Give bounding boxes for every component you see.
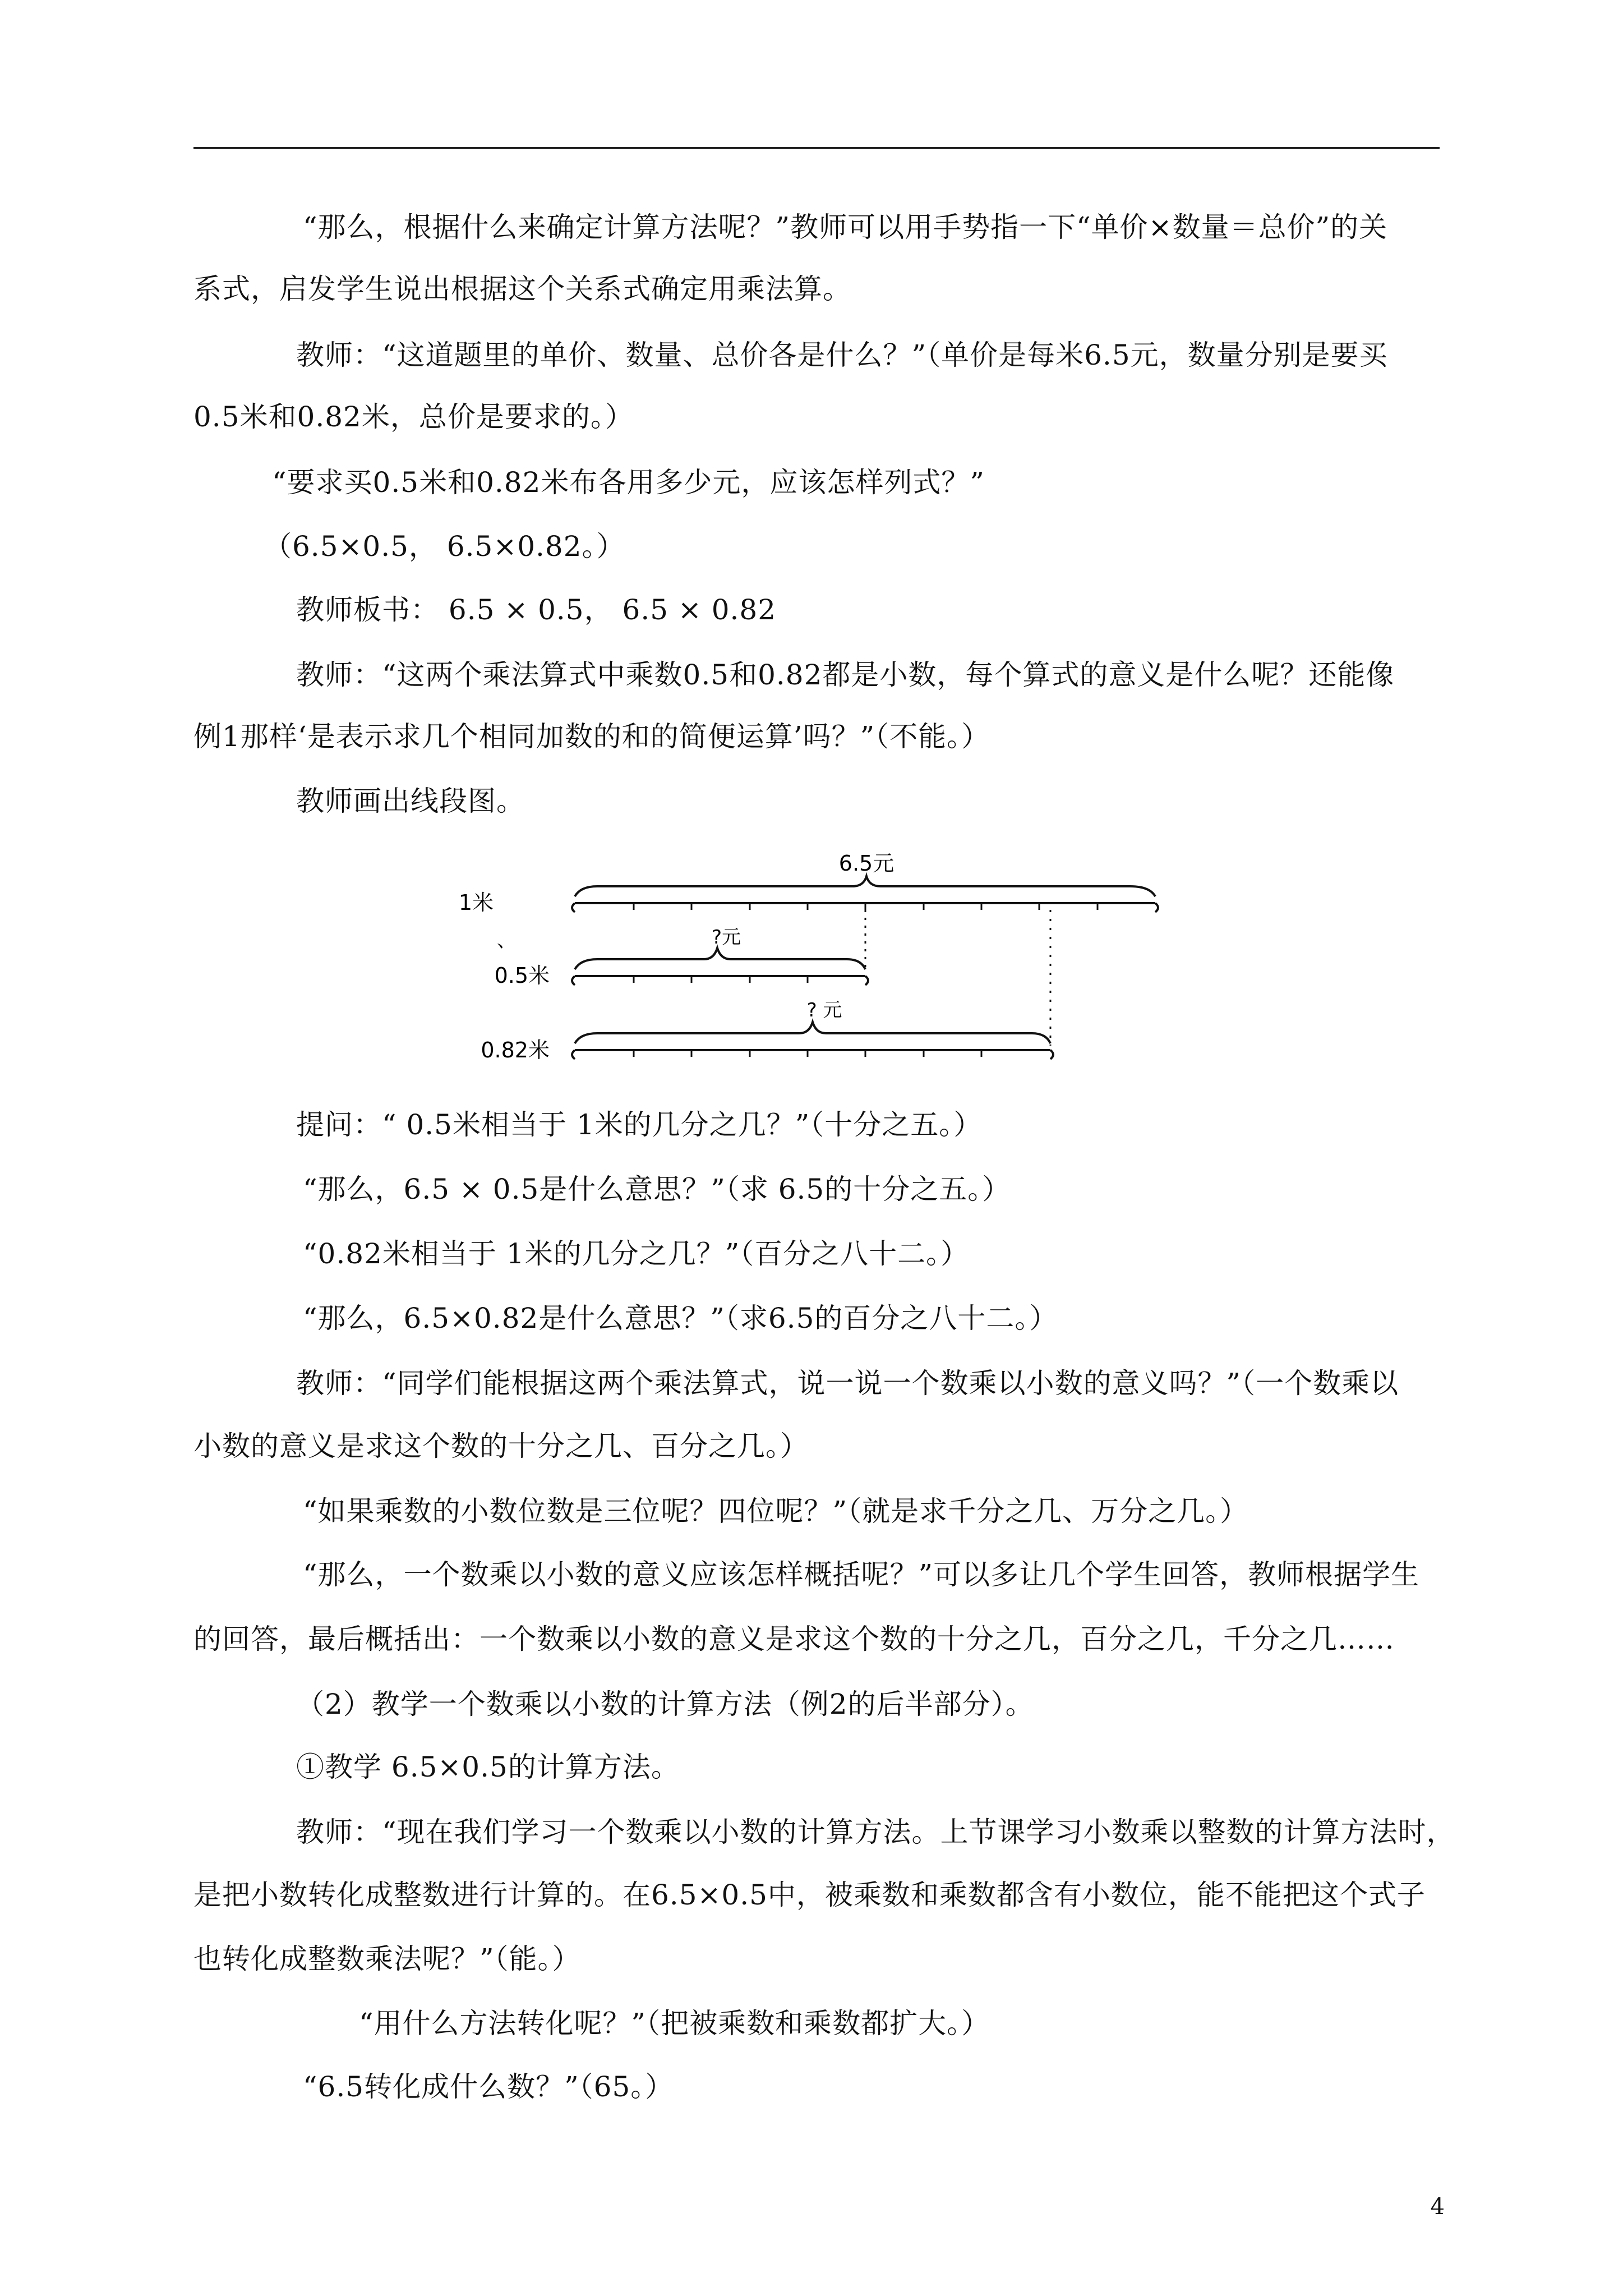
paragraph-line: “如果乘数的小数位数是三位呢？四位呢？”（就是求千分之几、万分之几。） (303, 1495, 1249, 1527)
paragraph-line: （6.5×0.5， 6.5×0.82。） (264, 530, 625, 563)
row-label-0-82m: 0.82米 (481, 1038, 550, 1062)
brace-label-part: ? 元 (806, 999, 842, 1022)
paragraph-line: 教师：“同学们能根据这两个乘法算式，说一说一个数乘以小数的意义吗？”（一个数乘以 (296, 1367, 1399, 1400)
paragraph-line: 例1那样‘是表示求几个相同加数的和的简便运算’吗？”（不能。） (193, 720, 990, 753)
header-rule (193, 147, 1440, 149)
paragraph-line: 也转化成整数乘法呢？”（能。） (193, 1943, 581, 1975)
paragraph-line: “那么，6.5×0.82是什么意思？”（求6.5的百分之八十二。） (303, 1302, 1058, 1335)
row-label-1m: 1米 (458, 890, 494, 915)
paragraph-line: 教师：“这两个乘法算式中乘数0.5和0.82都是小数，每个算式的意义是什么呢？还能像 (296, 659, 1395, 691)
paragraph-line: 教师画出线段图。 (296, 785, 525, 817)
page-number: 4 (1430, 2194, 1445, 2220)
paragraph-line: “0.82米相当于 1米的几分之几？”（百分之八十二。） (303, 1237, 970, 1270)
paragraph-line: （2）教学一个数乘以小数的计算方法（例2的后半部分）。 (296, 1688, 1034, 1720)
paragraph-line: “6.5转化成什么数？”（65。） (303, 2070, 674, 2103)
paragraph-line: 教师板书： 6.5 × 0.5， 6.5 × 0.82 (296, 593, 777, 626)
paragraph-line: 小数的意义是求这个数的十分之几、百分之几。） (193, 1430, 809, 1462)
paragraph-line: “要求买0.5米和0.82米布各用多少元，应该怎样列式？” (272, 466, 985, 499)
paragraph-line: “那么，一个数乘以小数的意义应该怎样概括呢？”可以多让几个学生回答，教师根据学生 (303, 1558, 1420, 1591)
paragraph-line: 提问：“ 0.5米相当于 1米的几分之几？”（十分之五。） (296, 1108, 983, 1141)
paragraph-line: ①教学 6.5×0.5的计算方法。 (296, 1751, 680, 1783)
separator-mark: 、 (497, 930, 516, 952)
row-label-0-5m: 0.5米 (494, 963, 550, 988)
paragraph-line: 0.5米和0.82米，总价是要求的。） (193, 401, 634, 433)
paragraph-line: 系式，启发学生说出根据这个关系式确定用乘法算。 (193, 273, 851, 305)
brace-label-total: 6.5元 (838, 851, 895, 876)
segment-0-5m (572, 948, 868, 985)
line-segment-diagram (457, 847, 1186, 1083)
paragraph-line: 教师：“现在我们学习一个数乘以小数的计算方法。上节课学习小数乘以整数的计算方法时， (296, 1816, 1455, 1848)
paragraph-line: “那么，6.5 × 0.5是什么意思？”（求 6.5的十分之五。） (303, 1173, 1011, 1205)
brace-label-half: ?元 (711, 926, 741, 949)
paragraph-line: 的回答，最后概括出：一个数乘以小数的意义是求这个数的十分之几，百分之几，千分之几…… (193, 1623, 1395, 1655)
paragraph-line: “那么，根据什么来确定计算方法呢？”教师可以用手势指一下“单价×数量＝总价”的关 (303, 211, 1388, 243)
paragraph-line: “用什么方法转化呢？”（把被乘数和乘数都扩大。） (359, 2007, 990, 2040)
paragraph-line: 教师：“这道题里的单价、数量、总价各是什么？”（单价是每米6.5元，数量分别是要买 (296, 339, 1388, 371)
paragraph-line: 是把小数转化成整数进行计算的。在6.5×0.5中，被乘数和乘数都含有小数位，能不能把这个式子 (193, 1879, 1426, 1911)
